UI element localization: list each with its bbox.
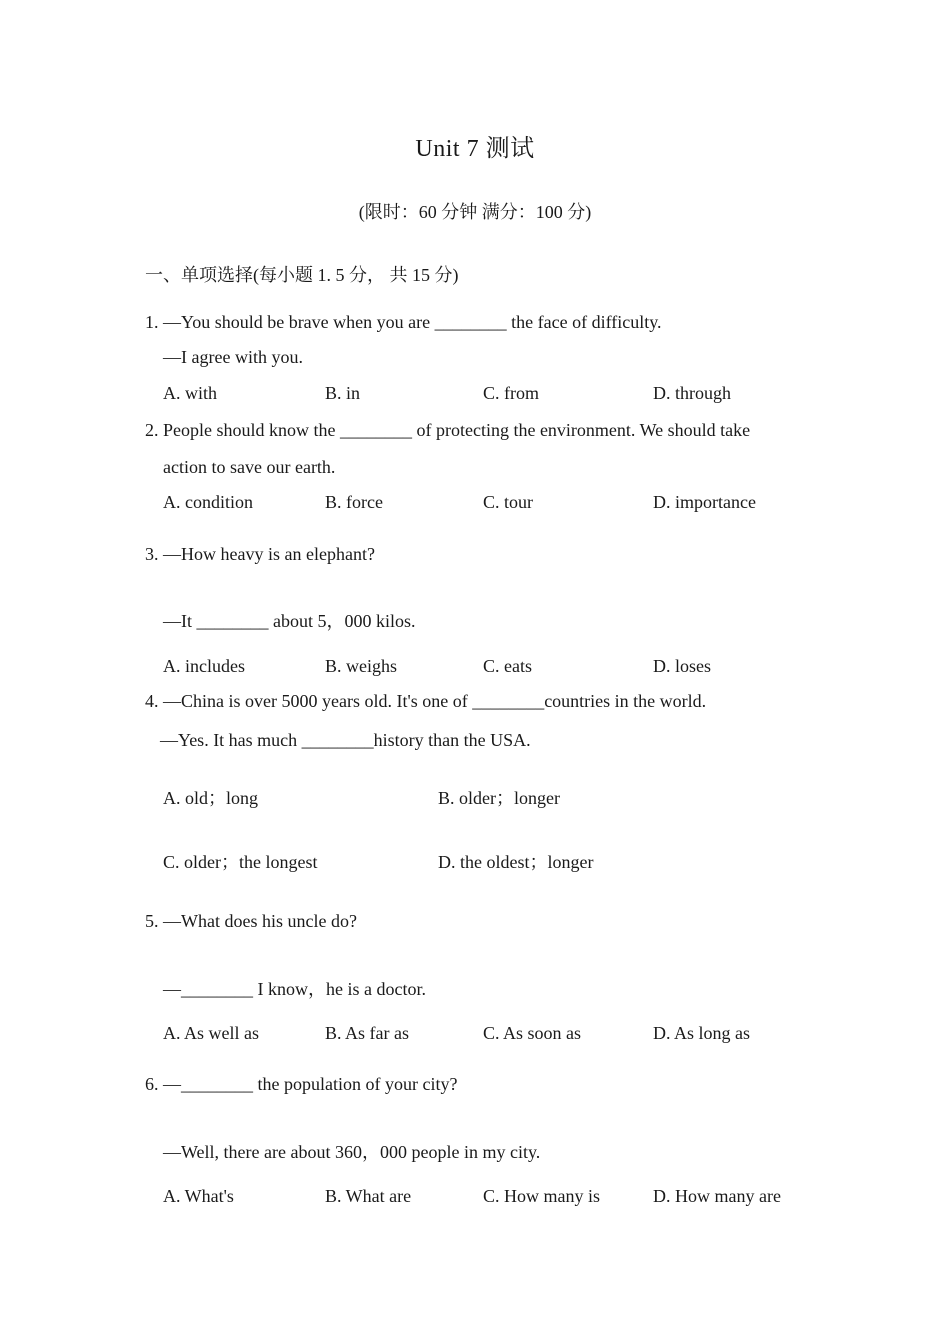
question-1-stem: 1. —You should be brave when you are ________ the face of difficulty.	[145, 312, 662, 332]
question-6-option-c: C. How many is	[483, 1186, 600, 1206]
question-6-option-b: B. What are	[325, 1186, 412, 1206]
question-2-option-c: C. tour	[483, 492, 534, 512]
question-3-stem: 3. —How heavy is an elephant?	[145, 544, 375, 564]
question-6-option-a: A. What's	[163, 1186, 234, 1206]
question-2-option-a: A. condition	[163, 492, 253, 512]
question-4-option-c: C. older；the longest	[163, 852, 318, 872]
question-5-reply: —________ I know，he is a doctor.	[163, 979, 426, 999]
question-5-option-b: B. As far as	[325, 1023, 409, 1043]
question-2-stem-continued: action to save our earth.	[163, 457, 336, 477]
question-6-option-d: D. How many are	[653, 1186, 781, 1206]
question-1-option-a: A. with	[163, 383, 217, 403]
question-6-reply: —Well, there are about 360，000 people in my city.	[163, 1142, 541, 1162]
question-4-option-d: D. the oldest；longer	[438, 852, 594, 872]
question-5-option-d: D. As long as	[653, 1023, 751, 1043]
section-heading: 一、单项选择(每小题 1. 5 分， 共 15 分)	[145, 265, 459, 285]
question-5-option-a: A. As well as	[163, 1023, 259, 1043]
question-2-option-b: B. force	[325, 492, 383, 512]
question-1-option-d: D. through	[653, 383, 731, 403]
question-1-reply: —I agree with you.	[163, 347, 303, 367]
question-6-stem: 6. —________ the population of your city?	[145, 1074, 458, 1094]
question-5-option-c: C. As soon as	[483, 1023, 582, 1043]
question-4-stem: 4. —China is over 5000 years old. It's one of ________countries in the world.	[145, 691, 707, 711]
question-4-reply: —Yes. It has much ________history than the USA.	[160, 730, 531, 750]
time-score-info: (限时：60 分钟 满分：100 分)	[358, 202, 592, 222]
question-3-option-d: D. loses	[653, 656, 711, 676]
question-4-option-a: A. old；long	[163, 788, 259, 808]
question-3-reply: —It ________ about 5，000 kilos.	[163, 611, 416, 631]
question-3-option-b: B. weighs	[325, 656, 397, 676]
question-1-option-b: B. in	[325, 383, 361, 403]
question-1-option-c: C. from	[483, 383, 539, 403]
question-2-option-d: D. importance	[653, 492, 756, 512]
question-3-option-c: C. eats	[483, 656, 532, 676]
question-5-stem: 5. —What does his uncle do?	[145, 911, 357, 931]
page-title: Unit 7 测试	[415, 136, 535, 162]
question-4-option-b: B. older；longer	[438, 788, 560, 808]
question-2-stem: 2. People should know the ________ of protecting the environment. We should take	[145, 420, 751, 440]
question-3-option-a: A. includes	[163, 656, 245, 676]
